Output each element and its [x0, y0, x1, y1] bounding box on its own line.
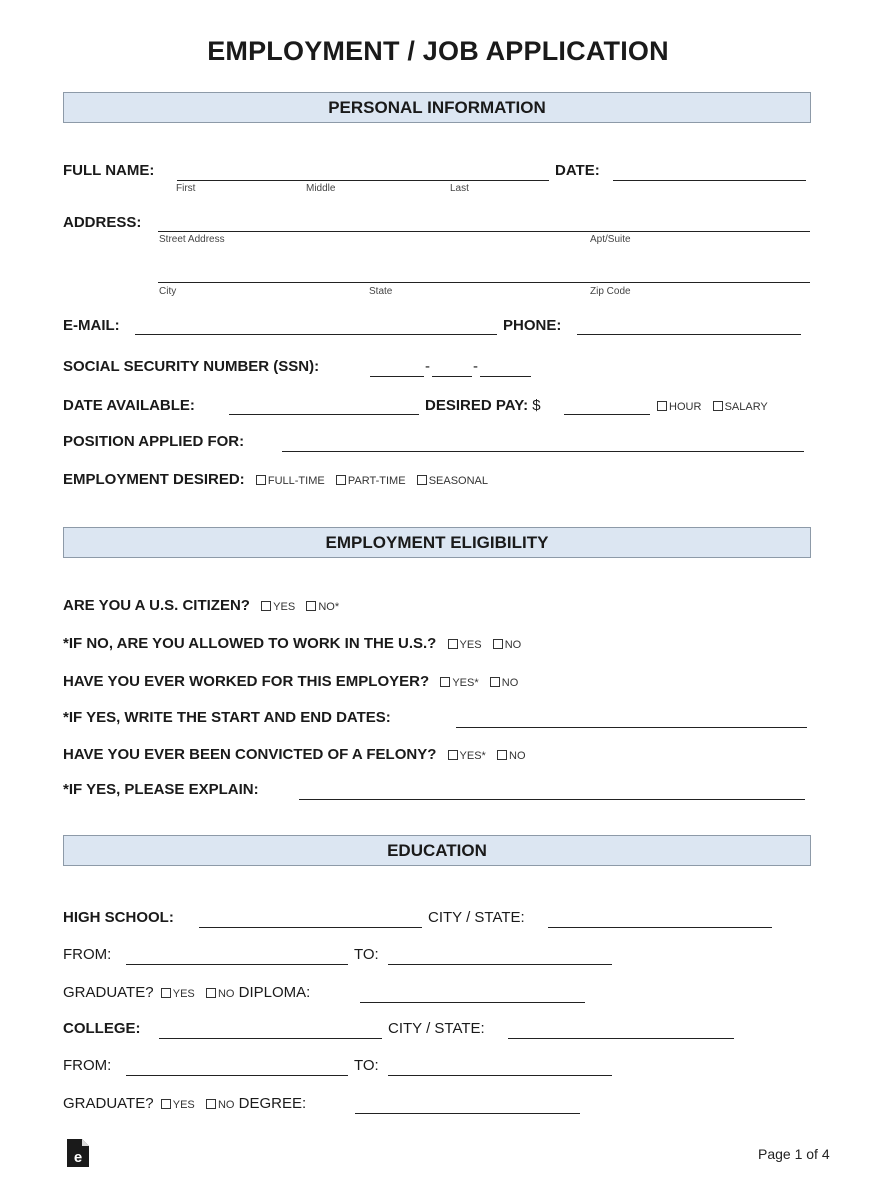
hs-graduate-yes-label: YES	[172, 988, 195, 1000]
college-city-state-label: CITY / STATE:	[388, 1020, 485, 1037]
hs-city-state-label: CITY / STATE:	[428, 909, 525, 926]
felony-explain-field[interactable]	[299, 799, 805, 800]
work-authorization-question: *IF NO, ARE YOU ALLOWED TO WORK IN THE U.S.?	[63, 635, 437, 652]
work-authorization-no-checkbox[interactable]	[493, 639, 503, 649]
work-authorization-row	[63, 635, 521, 652]
street-address-hint: Street Address	[159, 234, 225, 245]
college-field[interactable]	[159, 1038, 382, 1039]
ssn-field-part1[interactable]	[370, 376, 424, 377]
middle-name-hint: Middle	[306, 183, 336, 194]
college-graduate-no-checkbox[interactable]	[206, 1099, 216, 1109]
city-hint: City	[159, 286, 177, 297]
employment-desired-row	[63, 471, 488, 488]
full-name-field[interactable]	[177, 180, 549, 181]
hs-graduate-label: GRADUATE?	[63, 984, 154, 1001]
hs-to-label: TO:	[354, 946, 379, 963]
address-label: ADDRESS:	[63, 214, 142, 231]
date-available-field[interactable]	[229, 414, 419, 415]
part-time-checkbox[interactable]	[336, 475, 346, 485]
ssn-label: SOCIAL SECURITY NUMBER (SSN):	[63, 358, 320, 375]
work-authorization-no-label: NO	[504, 639, 522, 651]
phone-label: PHONE:	[503, 317, 562, 334]
salary-label: SALARY	[724, 401, 768, 413]
citizen-no-label: NO*	[318, 601, 340, 613]
ssn-dash: -	[425, 358, 430, 375]
street-address-field[interactable]	[158, 231, 810, 232]
college-label: COLLEGE:	[63, 1020, 141, 1037]
college-graduate-yes-label: YES	[172, 1099, 195, 1111]
hs-graduate-yes-checkbox[interactable]	[161, 988, 171, 998]
form-title: EMPLOYMENT / JOB APPLICATION	[207, 36, 669, 66]
hs-graduate-no-label: NO	[217, 988, 235, 1000]
felony-yes-checkbox[interactable]	[448, 750, 458, 760]
citizen-question-row	[63, 597, 339, 614]
worked-here-yes-checkbox[interactable]	[440, 677, 450, 687]
college-city-state-field[interactable]	[508, 1038, 734, 1039]
college-graduate-row	[63, 1095, 306, 1112]
work-authorization-yes-checkbox[interactable]	[448, 639, 458, 649]
position-label: POSITION APPLIED FOR:	[63, 433, 245, 450]
section-header-personal: PERSONAL INFORMATION	[63, 92, 811, 123]
hs-city-state-field[interactable]	[548, 927, 772, 928]
worked-here-question: HAVE YOU EVER WORKED FOR THIS EMPLOYER?	[63, 673, 430, 690]
pay-type-options	[650, 397, 768, 414]
hs-from-label: FROM:	[63, 946, 112, 963]
hs-graduate-no-checkbox[interactable]	[206, 988, 216, 998]
felony-row	[63, 746, 526, 763]
part-time-label: PART-TIME	[347, 475, 406, 487]
full-name-label: FULL NAME:	[63, 162, 155, 179]
college-from-field[interactable]	[126, 1075, 348, 1076]
degree-label: DEGREE:	[238, 1095, 307, 1112]
page-number: Page 1 of 4	[758, 1146, 830, 1162]
felony-question: HAVE YOU EVER BEEN CONVICTED OF A FELONY?	[63, 746, 437, 763]
work-authorization-yes-label: YES	[459, 639, 482, 651]
high-school-label: HIGH SCHOOL:	[63, 909, 174, 926]
college-graduate-yes-checkbox[interactable]	[161, 1099, 171, 1109]
citizen-yes-label: YES	[273, 601, 296, 613]
section-header-eligibility: EMPLOYMENT ELIGIBILITY	[63, 527, 811, 558]
start-end-dates-label: *IF YES, WRITE THE START AND END DATES:	[63, 709, 391, 726]
hs-to-field[interactable]	[388, 964, 612, 965]
citizen-no-checkbox[interactable]	[306, 601, 316, 611]
degree-field[interactable]	[355, 1113, 580, 1114]
worked-here-row	[63, 673, 518, 690]
section-header-education: EDUCATION	[63, 835, 811, 866]
ssn-dash: -	[473, 358, 478, 375]
seasonal-label: SEASONAL	[428, 475, 489, 487]
diploma-label: DIPLOMA:	[238, 984, 311, 1001]
desired-pay-group	[425, 397, 541, 414]
citizen-yes-checkbox[interactable]	[261, 601, 271, 611]
date-available-label: DATE AVAILABLE:	[63, 397, 195, 414]
apt-suite-hint: Apt/Suite	[590, 234, 631, 245]
hour-checkbox[interactable]	[657, 401, 667, 411]
dollar-sign: $	[532, 397, 541, 414]
salary-checkbox[interactable]	[713, 401, 723, 411]
hour-label: HOUR	[669, 401, 702, 413]
hs-graduate-row	[63, 984, 310, 1001]
ssn-field-part2[interactable]	[432, 376, 472, 377]
position-field[interactable]	[282, 451, 804, 452]
high-school-field[interactable]	[199, 927, 422, 928]
college-from-label: FROM:	[63, 1057, 112, 1074]
worked-here-no-label: NO	[501, 677, 519, 689]
document-logo-icon	[66, 1138, 90, 1168]
date-label: DATE:	[555, 162, 600, 179]
diploma-field[interactable]	[360, 1002, 585, 1003]
ssn-field-part3[interactable]	[480, 376, 531, 377]
employment-desired-label: EMPLOYMENT DESIRED:	[63, 471, 245, 488]
felony-no-label: NO	[509, 750, 526, 762]
state-hint: State	[369, 286, 393, 297]
felony-explain-label: *IF YES, PLEASE EXPLAIN:	[63, 781, 259, 798]
felony-no-checkbox[interactable]	[497, 750, 507, 760]
zip-code-hint: Zip Code	[590, 286, 631, 297]
worked-here-no-checkbox[interactable]	[490, 677, 500, 687]
date-field[interactable]	[613, 180, 806, 181]
full-time-label: FULL-TIME	[267, 475, 325, 487]
first-name-hint: First	[176, 183, 196, 194]
college-graduate-no-label: NO	[217, 1099, 235, 1111]
hs-from-field[interactable]	[126, 964, 348, 965]
college-to-field[interactable]	[388, 1075, 612, 1076]
college-graduate-label: GRADUATE?	[63, 1095, 154, 1112]
email-field[interactable]	[135, 334, 497, 335]
felony-yes-label: YES*	[459, 750, 486, 762]
seasonal-checkbox[interactable]	[417, 475, 427, 485]
start-end-dates-field[interactable]	[456, 727, 807, 728]
phone-field[interactable]	[577, 334, 801, 335]
desired-pay-label: DESIRED PAY:	[425, 397, 529, 414]
desired-pay-field[interactable]	[564, 414, 650, 415]
email-label: E-MAIL:	[63, 317, 120, 334]
worked-here-yes-label: YES*	[452, 677, 479, 689]
citizen-question: ARE YOU A U.S. CITIZEN?	[63, 597, 250, 614]
college-to-label: TO:	[354, 1057, 379, 1074]
last-name-hint: Last	[450, 183, 469, 194]
city-state-zip-field[interactable]	[158, 282, 810, 283]
full-time-checkbox[interactable]	[256, 475, 266, 485]
logo-letter: e	[73, 1149, 83, 1166]
